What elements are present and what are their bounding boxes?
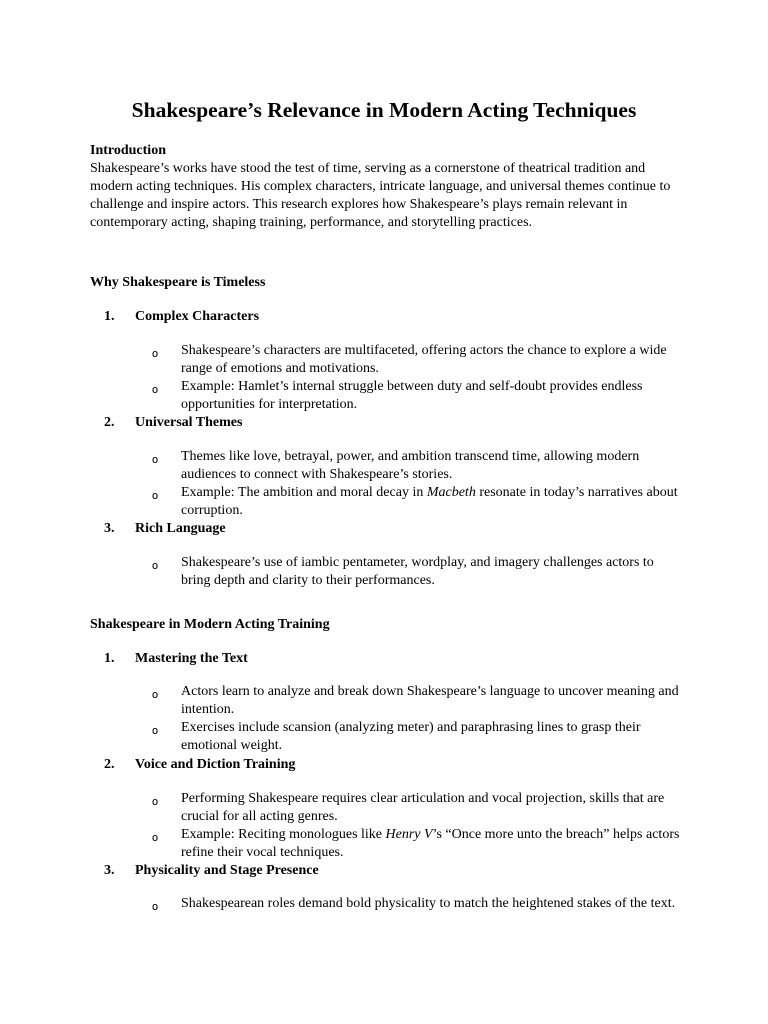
list-number: 3. [104,521,115,536]
list-item-label: Rich Language [135,521,226,536]
list-number: 1. [104,309,115,324]
list-item-universal-themes [90,414,690,432]
hollow-circle-bullet-icon: o [151,900,159,913]
sub-bullet-text: Example: Hamlet’s internal struggle between duty and self-doubt provides endless opportunities for interpretation. [181,379,643,412]
sub-bullet-text-post: ’s “Once more unto the breach” helps actors refine their vocal techniques. [181,827,680,860]
list-item-complex-characters [90,308,690,326]
list-number: 2. [104,415,115,430]
hollow-circle-bullet-icon: o [151,383,159,396]
list-item-label: Mastering the Text [135,651,248,666]
hollow-circle-bullet-icon: o [151,831,159,844]
list-item-voice-and-diction [90,756,690,774]
sub-bullet [151,448,681,484]
hollow-circle-bullet-icon: o [151,347,159,360]
list-number: 3. [104,863,115,878]
hollow-circle-bullet-icon: o [151,688,159,701]
list-item-physicality [90,862,690,880]
sub-bullet [151,790,681,826]
sub-bullet-text-post: resonate in today’s narratives about corruption. [181,485,678,518]
sub-bullet-text: Shakespearean roles demand bold physicality to match the heightened stakes of the text. [181,896,676,911]
hollow-circle-bullet-icon: o [151,559,159,572]
sub-bullet [151,719,681,755]
hollow-circle-bullet-icon: o [151,795,159,808]
section-heading-timeless: Why Shakespeare is Timeless [90,275,266,290]
section-heading-training: Shakespeare in Modern Acting Training [90,617,330,632]
page-title: Shakespeare’s Relevance in Modern Acting Techniques [131,98,637,122]
hollow-circle-bullet-icon: o [151,724,159,737]
introduction-heading: Introduction [90,143,166,158]
sub-bullet-text-pre: Example: The ambition and moral decay in [181,485,427,500]
list-number: 1. [104,651,115,666]
sub-bullet-text: Performing Shakespeare requires clear articulation and vocal projection, skills that are crucial for all acting genres. [181,791,665,824]
introduction-paragraph: Shakespeare’s works have stood the test of time, serving as a cornerstone of theatrical tradition and modern acting techniques. His complex characters, intricate language, and universal themes continue to challenge and inspire actors. This research explores how Shakespeare’s plays remain relevant in contemporary acting, shaping training, performance, and storytelling practices. [90,161,671,230]
sub-bullet [151,342,681,378]
sub-bullet [151,683,681,719]
sub-bullet [151,484,681,520]
sub-bullet-text: Exercises include scansion (analyzing meter) and paraphrasing lines to grasp their emotional weight. [181,720,641,753]
list-item-label: Voice and Diction Training [135,757,296,772]
sub-bullet-text: Themes like love, betrayal, power, and ambition transcend time, allowing modern audiences to connect with Shakespeare’s stories. [181,449,640,482]
sub-bullet-text: Shakespeare’s characters are multifaceted, offering actors the chance to explore a wide range of emotions and motivations. [181,343,667,376]
list-number: 2. [104,757,115,772]
sub-bullet [151,554,681,590]
sub-bullet [151,895,681,913]
list-item-mastering-the-text [90,650,690,668]
list-item-rich-language [90,520,690,538]
hollow-circle-bullet-icon: o [151,453,159,466]
list-item-label: Complex Characters [135,309,260,324]
sub-bullet-text: Shakespeare’s use of iambic pentameter, wordplay, and imagery challenges actors to bring depth and clarity to their performances. [181,555,654,588]
sub-bullet-text-pre: Example: Reciting monologues like [181,827,386,842]
sub-bullet-text: Actors learn to analyze and break down Shakespeare’s language to uncover meaning and intention. [181,684,679,717]
list-item-label: Physicality and Stage Presence [135,863,319,878]
play-title-macbeth: Macbeth [426,485,476,500]
sub-bullet [151,826,681,862]
list-item-label: Universal Themes [135,415,243,430]
hollow-circle-bullet-icon: o [151,489,159,502]
play-title-henry-v: Henry V [385,827,433,842]
sub-bullet [151,378,681,414]
